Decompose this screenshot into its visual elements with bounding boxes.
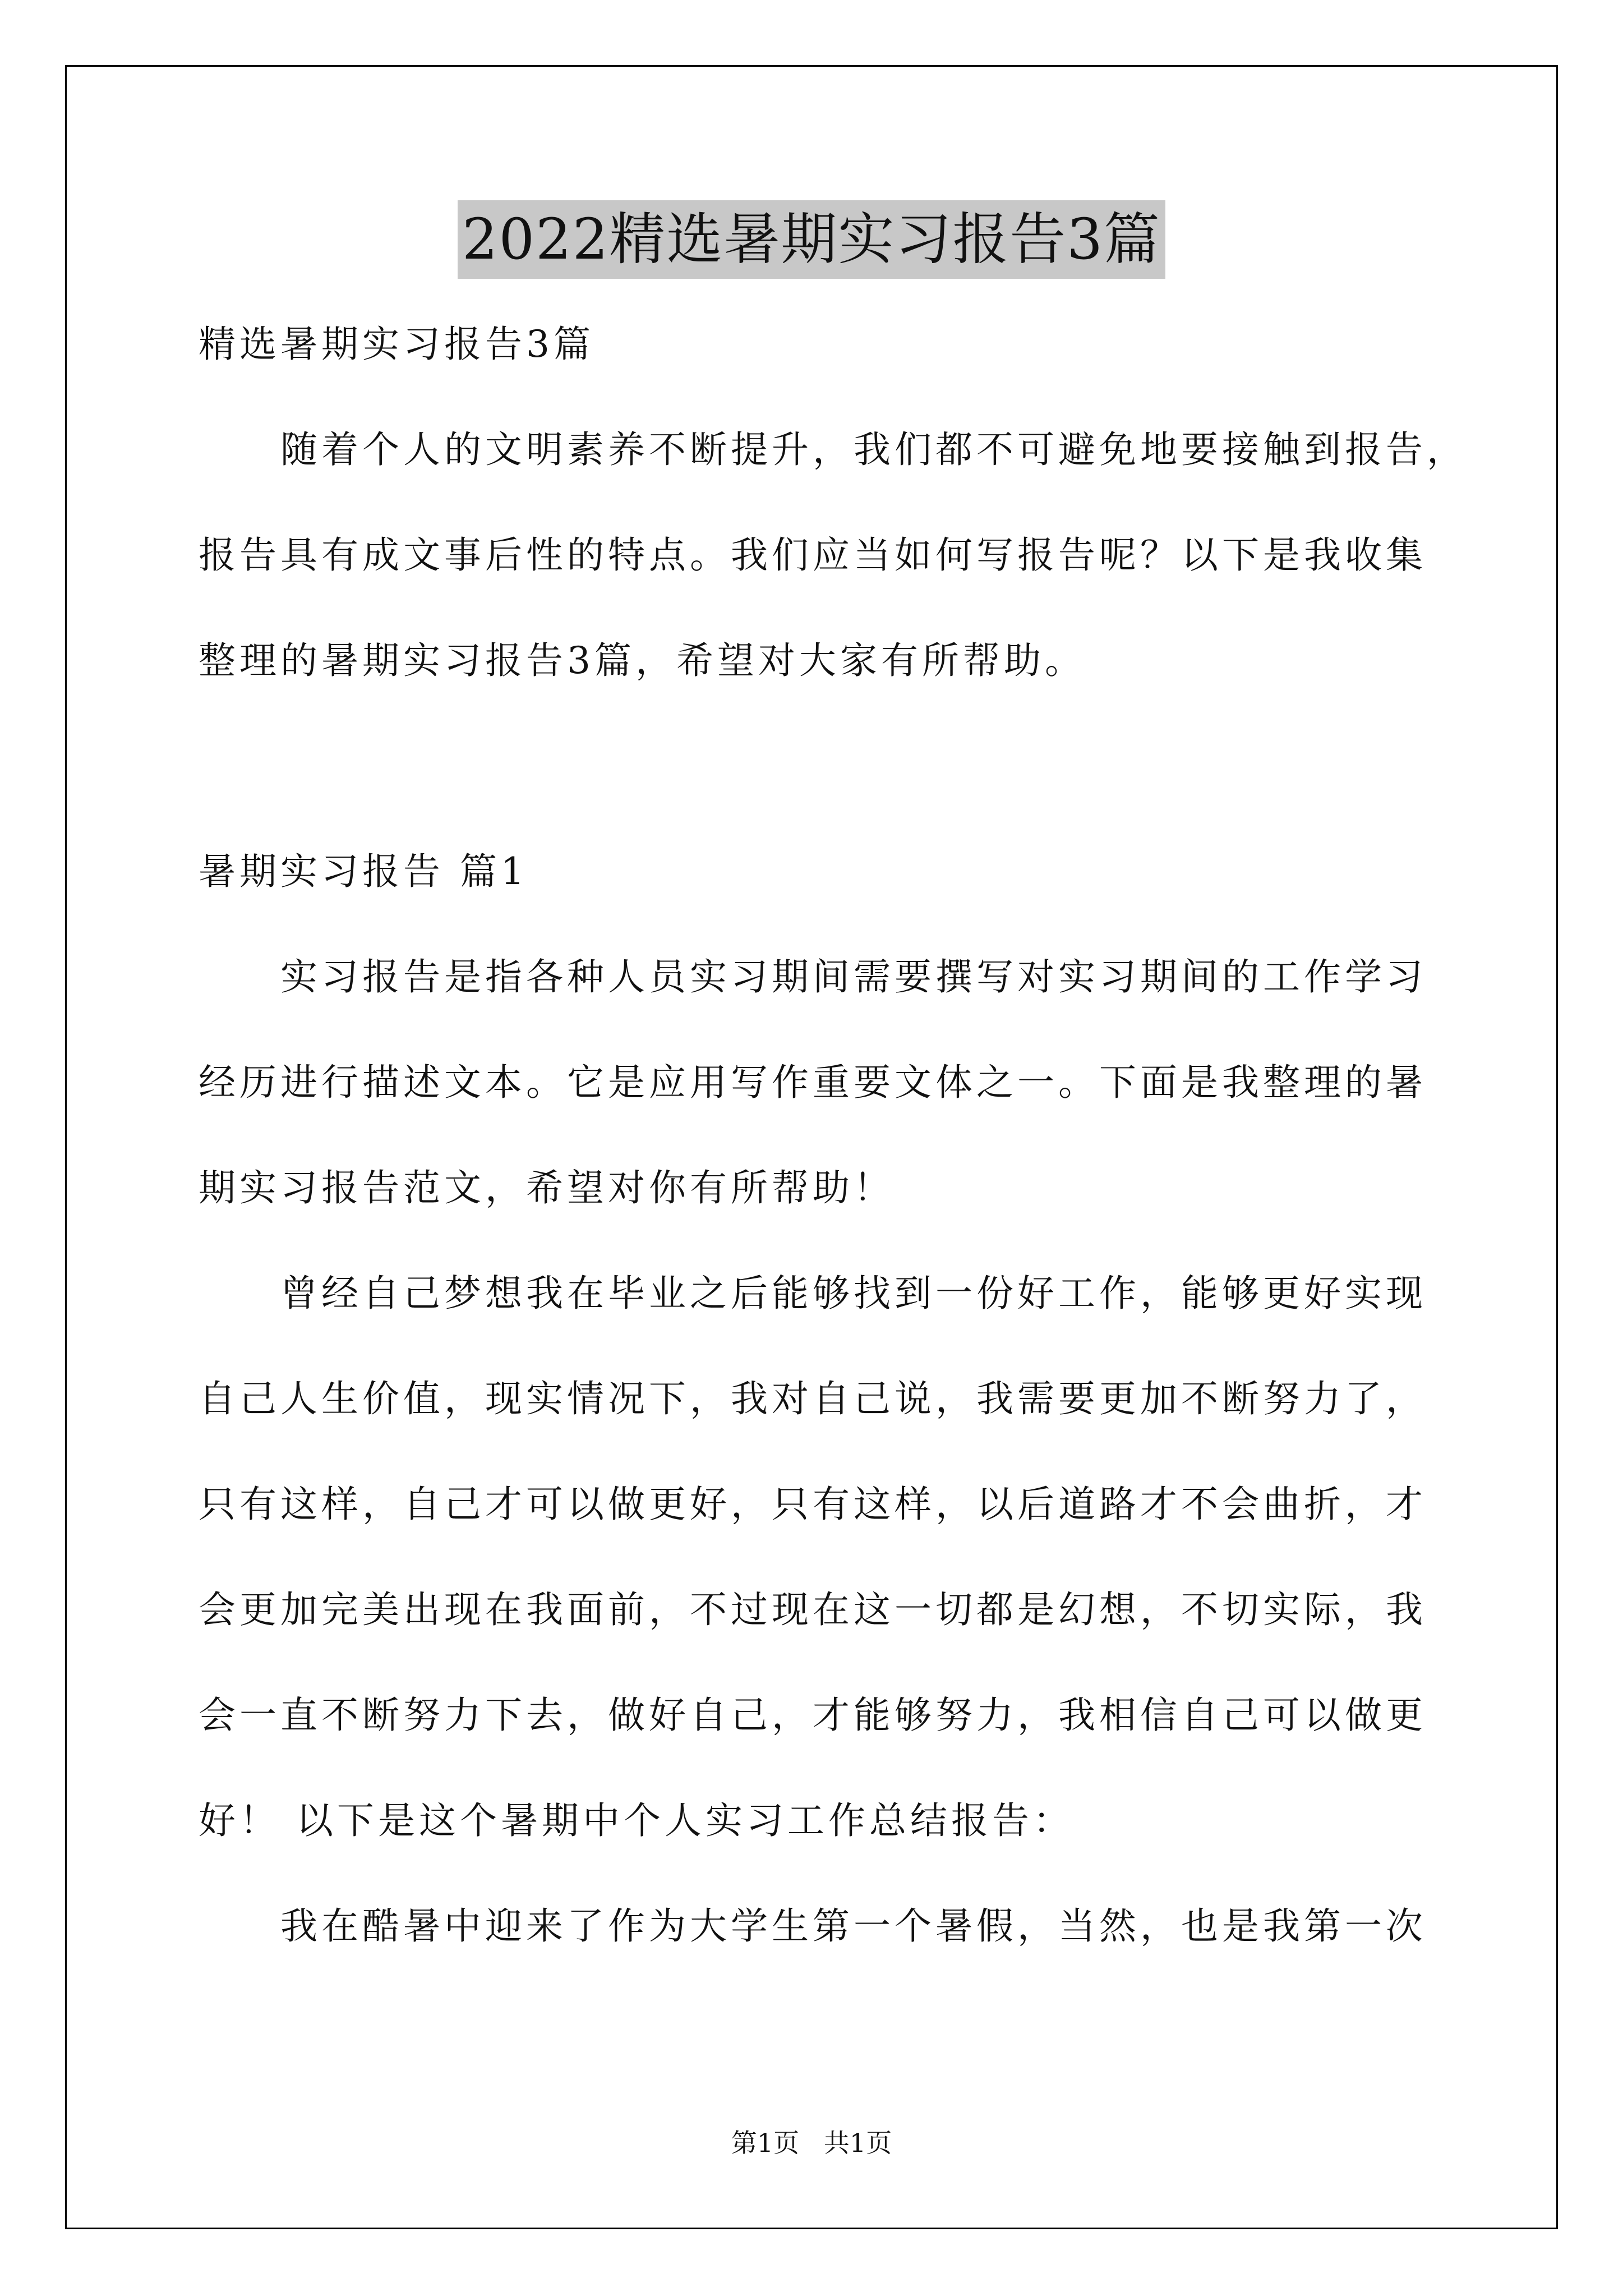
intro-line: 整理的暑期实习报告3篇，希望对大家有所帮助。: [199, 639, 1086, 682]
section-heading: 暑期实习报告 篇1: [199, 850, 528, 893]
document-title: 2022精选暑期实习报告3篇: [458, 200, 1165, 279]
blank-line: [199, 714, 1432, 819]
intro-line: 报告具有成文事后性的特点。我们应当如何写报告呢？以下是我收集: [199, 533, 1427, 577]
paragraph-line: 只有这样，自己才可以做更好，只有这样，以后道路才不会曲折，才: [199, 1483, 1427, 1526]
paragraph-line: 经历进行描述文本。它是应用写作重要文体之一。下面是我整理的暑: [199, 1061, 1427, 1104]
document-body: [199, 292, 1468, 1979]
paragraph-line: 会一直不断努力下去，做好自己，才能够努力，我相信自己可以做更: [199, 1694, 1427, 1737]
paragraph-line: 自己人生价值，现实情况下，我对自己说，我需要更加不断努力了，: [199, 1377, 1427, 1420]
paragraph-line: 我在酷暑中迎来了作为大学生第一个暑假，当然，也是我第一次: [280, 1904, 1427, 1948]
paragraph-line: 期实习报告范文，希望对你有所帮助！: [199, 1166, 895, 1209]
title-wrap: [0, 200, 1623, 279]
paragraph-line: 会更加完美出现在我面前，不过现在这一切都是幻想，不切实际，我: [199, 1588, 1427, 1631]
document-subtitle: 精选暑期实习报告3篇: [199, 323, 594, 366]
paragraph-line: 实习报告是指各种人员实习期间需要撰写对实习期间的工作学习: [280, 955, 1427, 999]
page-number-footer: 第1页 共1页: [731, 2128, 892, 2158]
intro-line: 随着个人的文明素养不断提升，我们都不可避免地要接触到报告，: [280, 428, 1468, 471]
paragraph-line: 好！ 以下是这个暑期中个人实习工作总结报告：: [199, 1799, 1074, 1842]
paragraph-line: 曾经自己梦想我在毕业之后能够找到一份好工作，能够更好实现: [280, 1272, 1427, 1315]
